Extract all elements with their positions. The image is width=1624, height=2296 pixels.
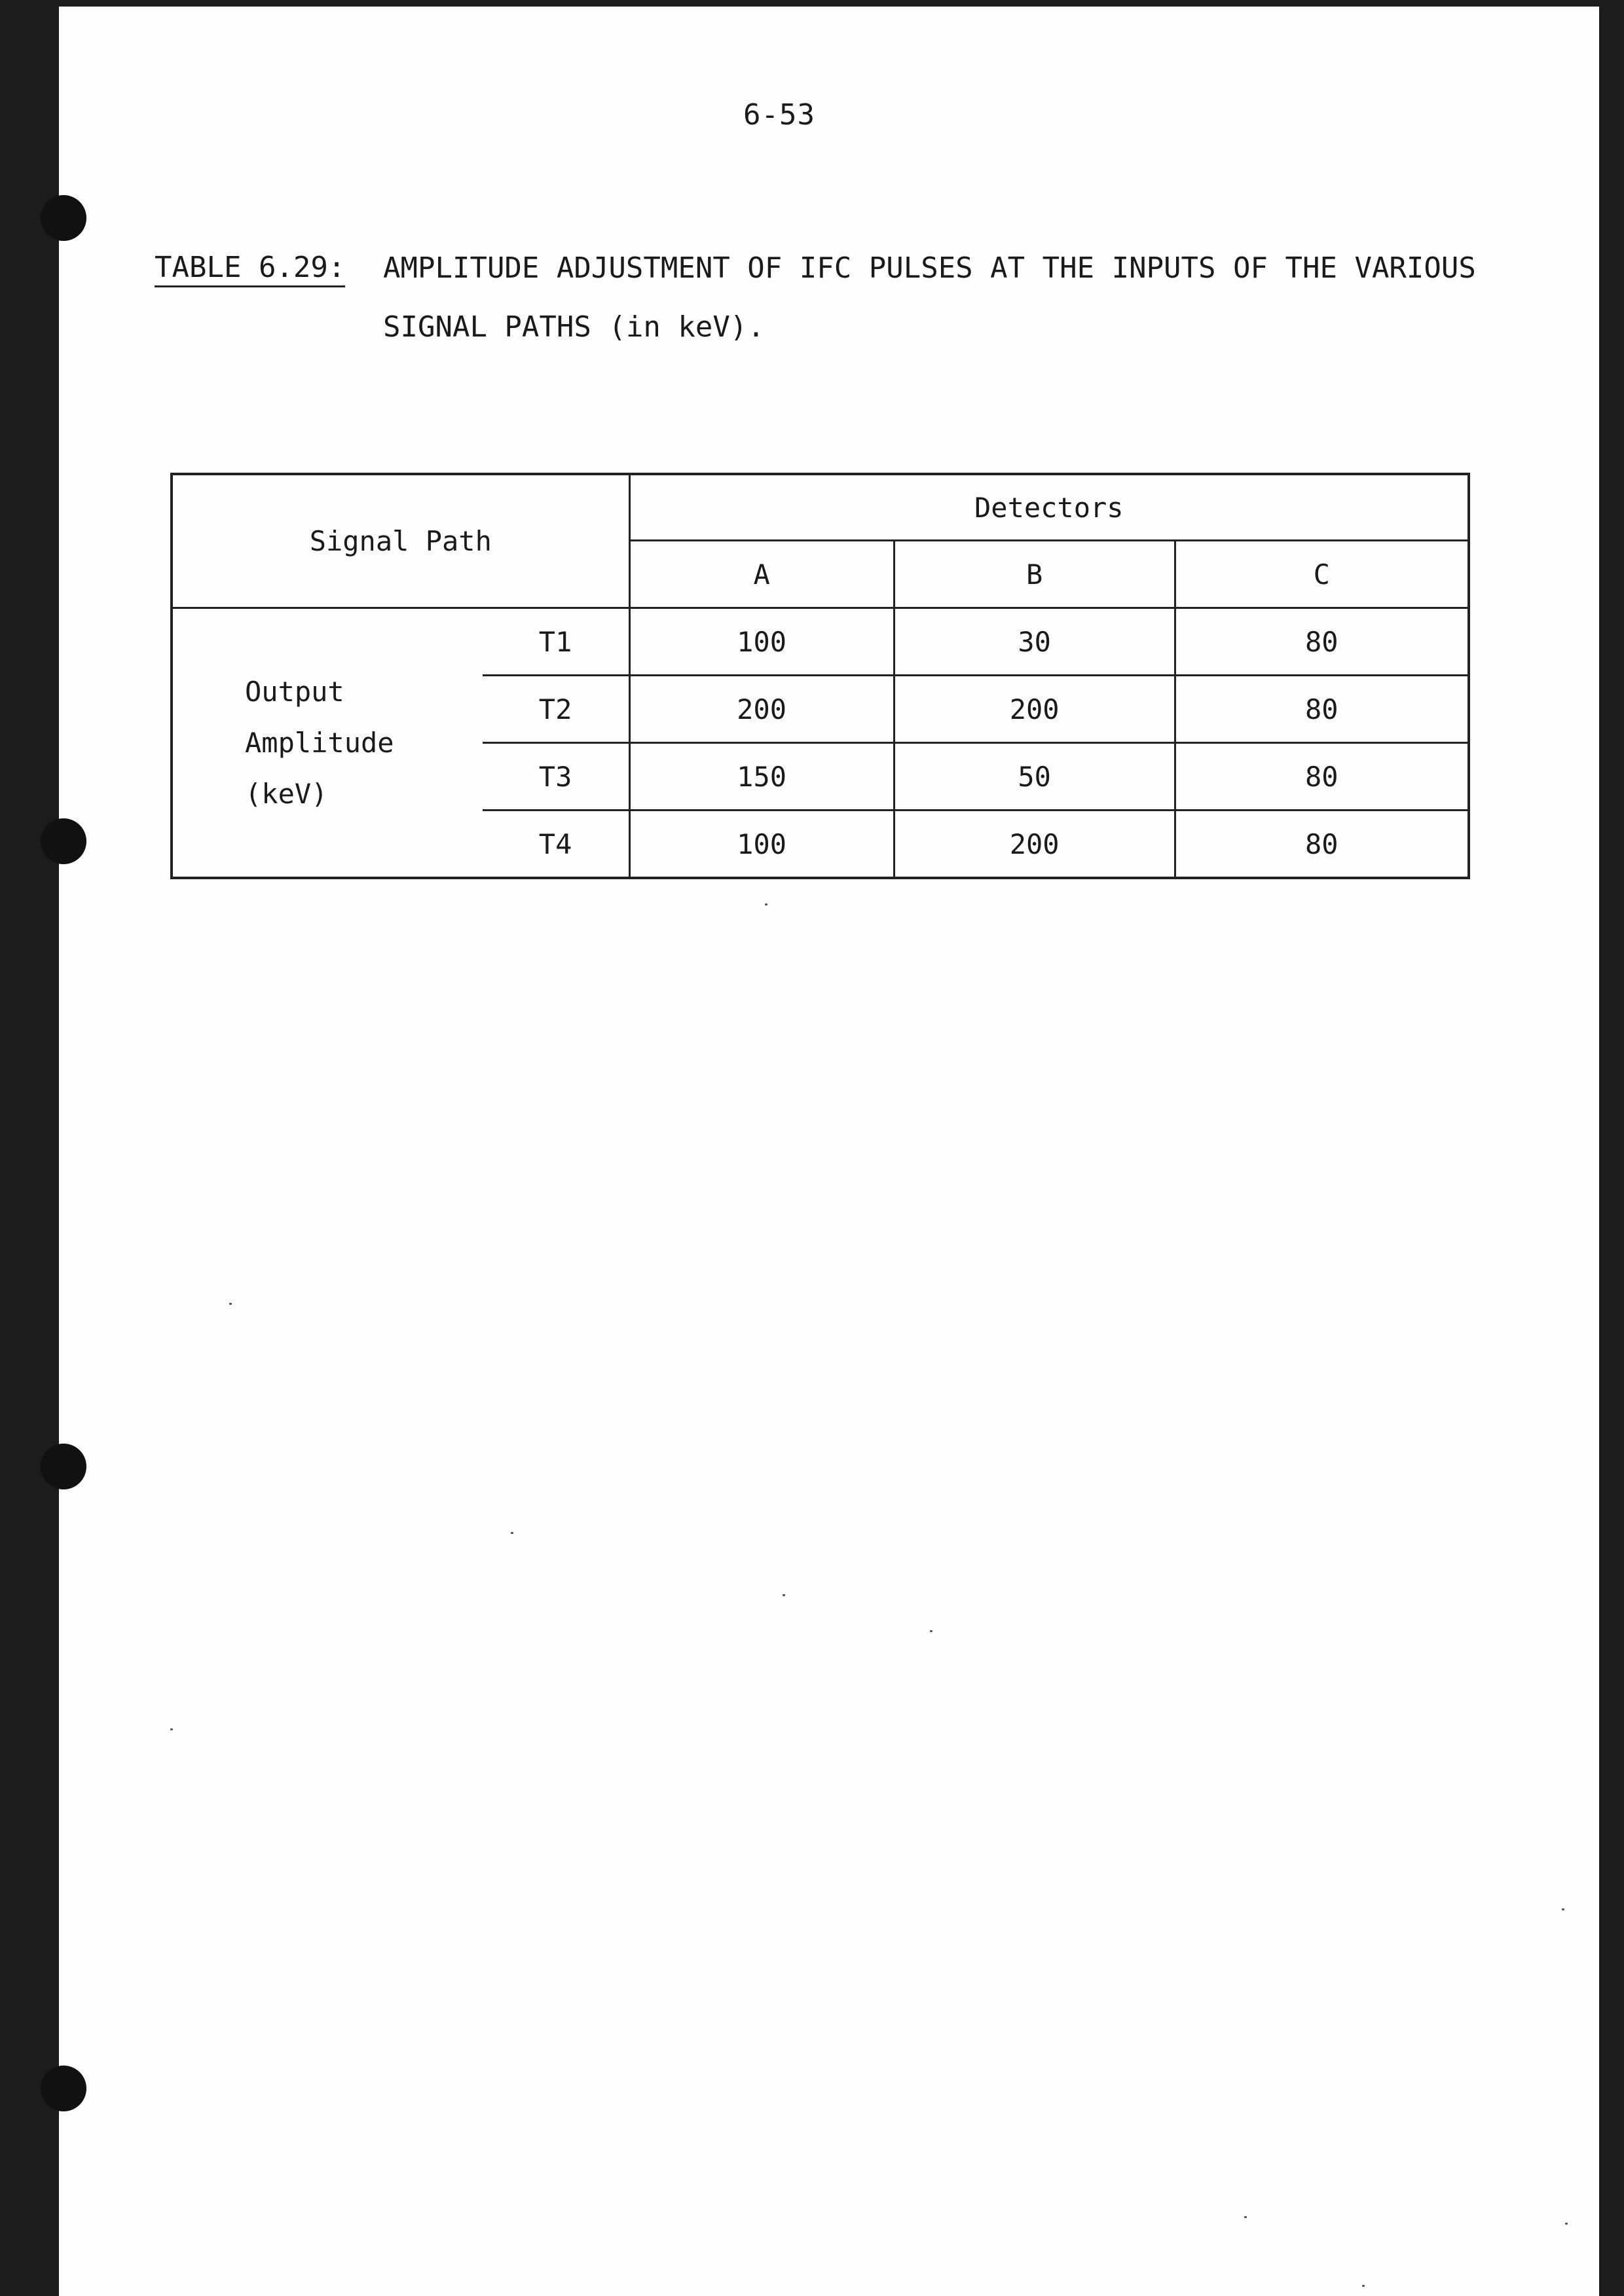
scan-speck xyxy=(783,1594,785,1596)
signal-path-cell: T4 xyxy=(483,811,629,879)
value-cell: 200 xyxy=(894,676,1175,743)
value-cell: 100 xyxy=(629,608,894,676)
table-caption-text: AMPLITUDE ADJUSTMENT OF IFC PULSES AT THE INPUTS OF THE VARIOUS SIGNAL PATHS (in keV). xyxy=(383,251,1476,344)
value-cell: 200 xyxy=(629,676,894,743)
signal-path-cell: T2 xyxy=(483,676,629,743)
table-row xyxy=(172,608,1469,676)
scan-speck xyxy=(1565,2223,1568,2225)
punch-hole xyxy=(41,2066,86,2111)
row-label-line: (keV) xyxy=(245,777,328,810)
amplitude-table xyxy=(170,473,1470,879)
row-label-line: Amplitude xyxy=(245,726,394,759)
signal-path-header: Signal Path xyxy=(172,474,629,608)
value-cell: 100 xyxy=(629,811,894,879)
scan-speck xyxy=(930,1630,932,1632)
output-amplitude-label xyxy=(172,608,483,879)
scan-speck xyxy=(1244,2216,1247,2218)
value-cell: 80 xyxy=(1175,608,1469,676)
table-header-row xyxy=(172,474,1469,541)
scan-speck xyxy=(511,1532,513,1534)
scan-border-right xyxy=(1599,0,1624,2296)
scan-speck xyxy=(170,1728,173,1730)
scan-border-left xyxy=(0,0,59,2296)
table-caption-label: TABLE 6.29: xyxy=(155,251,345,287)
scan-speck xyxy=(1362,2285,1365,2287)
value-cell: 200 xyxy=(894,811,1175,879)
detector-b-header: B xyxy=(894,541,1175,608)
signal-path-cell: T1 xyxy=(483,608,629,676)
value-cell: 30 xyxy=(894,608,1175,676)
scan-speck xyxy=(229,1303,232,1305)
signal-path-cell: T3 xyxy=(483,743,629,811)
value-cell: 80 xyxy=(1175,676,1469,743)
value-cell: 80 xyxy=(1175,743,1469,811)
scan-speck xyxy=(1562,1908,1564,1910)
scan-border-top xyxy=(0,0,1624,7)
detector-c-header: C xyxy=(1175,541,1469,608)
detector-a-header: A xyxy=(629,541,894,608)
value-cell: 150 xyxy=(629,743,894,811)
punch-hole xyxy=(41,195,86,241)
detectors-header: Detectors xyxy=(629,474,1469,541)
punch-hole xyxy=(41,818,86,864)
value-cell: 50 xyxy=(894,743,1175,811)
scan-speck xyxy=(765,903,767,905)
row-label-line: Output xyxy=(245,675,344,708)
punch-hole xyxy=(41,1444,86,1489)
value-cell: 80 xyxy=(1175,811,1469,879)
page-number: 6-53 xyxy=(743,98,815,132)
